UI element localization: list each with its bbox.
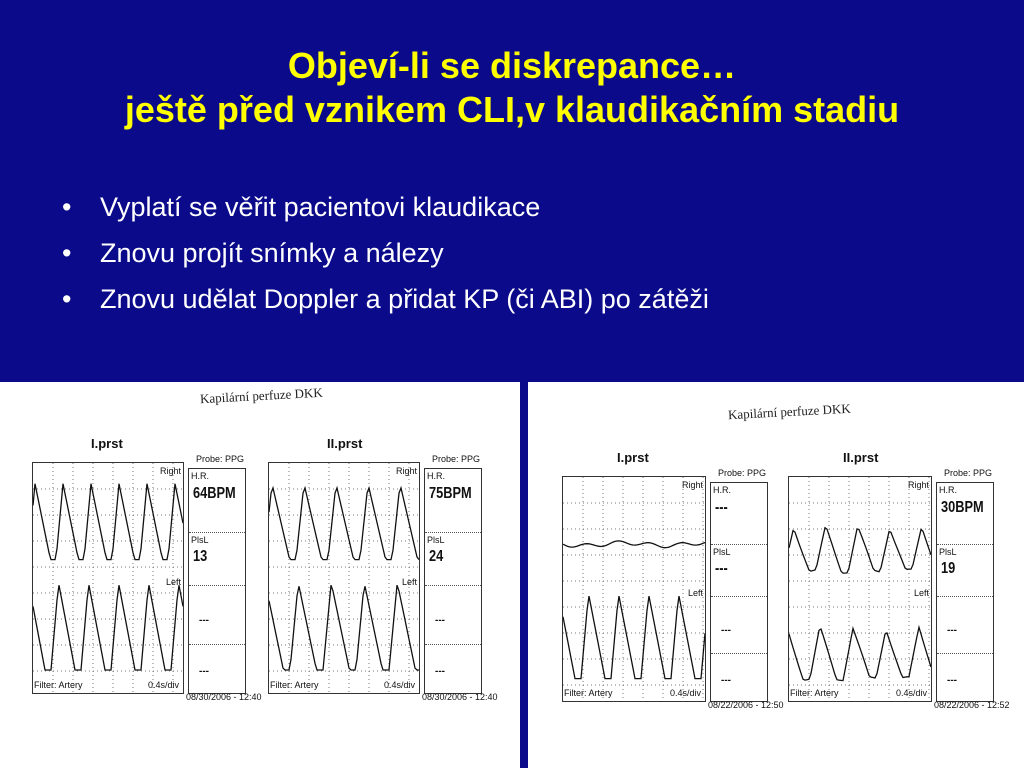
plsl-value: 19 bbox=[941, 560, 956, 578]
info-divider bbox=[937, 596, 993, 597]
dashes: --- bbox=[435, 614, 445, 626]
ppg-trace-svg bbox=[563, 477, 705, 701]
timestamp: 08/22/2006 - 12:50 bbox=[708, 700, 784, 710]
plsl-label: PlsL bbox=[939, 547, 957, 558]
info-divider bbox=[937, 653, 993, 654]
hr-value: 30BPM bbox=[941, 499, 984, 516]
left-label: Left bbox=[914, 588, 930, 598]
ppg-chart bbox=[562, 450, 784, 714]
info-panel bbox=[188, 468, 246, 694]
left-trace bbox=[269, 585, 419, 670]
dashes: --- bbox=[947, 674, 957, 686]
chart-title: I.prst bbox=[91, 436, 123, 451]
dashes: --- bbox=[199, 666, 209, 678]
plsl-value: 13 bbox=[193, 547, 208, 565]
left-figure-caption: Kapilární perfuze DKK bbox=[199, 384, 324, 407]
plsl-label: PlsL bbox=[427, 534, 445, 545]
ppg-chart bbox=[268, 436, 498, 706]
plsl-value: 24 bbox=[429, 547, 444, 565]
title-line-2: ještě před vznikem CLI,v klaudikačním stadiu bbox=[124, 89, 900, 130]
dashes: --- bbox=[947, 624, 957, 636]
plsl-value: --- bbox=[715, 560, 728, 578]
dashes: --- bbox=[721, 674, 731, 686]
info-divider bbox=[189, 532, 245, 533]
probe-label: Probe: PPG bbox=[196, 454, 245, 464]
dashes: --- bbox=[435, 666, 445, 678]
left-label: Left bbox=[402, 577, 418, 587]
filter-label: Filter: Artery bbox=[270, 680, 319, 690]
info-divider bbox=[711, 544, 767, 545]
scale-label: 0.4s/div bbox=[384, 680, 416, 690]
hr-value: --- bbox=[715, 499, 728, 516]
timestamp: 08/22/2006 - 12:52 bbox=[934, 700, 1010, 710]
info-divider bbox=[425, 644, 481, 645]
bullet-list bbox=[62, 188, 709, 326]
right-figure-caption: Kapilární perfuze DKK bbox=[727, 400, 852, 423]
right-trace bbox=[563, 541, 705, 548]
chart-plot bbox=[32, 462, 184, 694]
right-figure bbox=[528, 382, 1024, 768]
slide-title bbox=[0, 44, 1024, 132]
ppg-chart bbox=[788, 450, 1010, 714]
info-divider bbox=[711, 653, 767, 654]
hr-label: H.R. bbox=[427, 471, 445, 481]
info-panel bbox=[936, 482, 994, 702]
info-divider bbox=[937, 544, 993, 545]
left-trace bbox=[789, 627, 931, 680]
probe-label: Probe: PPG bbox=[718, 468, 767, 478]
timestamp: 08/30/2006 - 12:40 bbox=[186, 692, 262, 702]
ppg-chart bbox=[32, 436, 262, 706]
dashes: --- bbox=[721, 624, 731, 636]
plsl-label: PlsL bbox=[191, 534, 209, 545]
bullet-item bbox=[62, 280, 709, 326]
filter-label: Filter: Artery bbox=[564, 688, 613, 698]
left-label: Left bbox=[688, 588, 704, 598]
scale-label: 0.4s/div bbox=[148, 680, 180, 690]
info-divider bbox=[425, 585, 481, 586]
probe-label: Probe: PPG bbox=[432, 454, 481, 464]
chart-title: II.prst bbox=[843, 450, 879, 465]
left-figure bbox=[0, 382, 520, 768]
info-panel bbox=[710, 482, 768, 702]
plsl-label: PlsL bbox=[713, 547, 731, 558]
chart-title: II.prst bbox=[327, 436, 363, 451]
right-trace bbox=[269, 488, 419, 560]
chart-plot bbox=[788, 476, 932, 702]
ppg-trace-svg bbox=[789, 477, 931, 701]
info-panel bbox=[424, 468, 482, 694]
hr-label: H.R. bbox=[191, 471, 209, 481]
hr-value: 75BPM bbox=[429, 485, 472, 502]
right-trace bbox=[33, 484, 183, 560]
info-divider bbox=[711, 596, 767, 597]
chart-plot bbox=[268, 462, 420, 694]
hr-label: H.R. bbox=[939, 485, 957, 495]
info-divider bbox=[189, 585, 245, 586]
bullet-text: Znovu udělat Doppler a přidat KP (či ABI) po zátěži bbox=[100, 284, 709, 314]
filter-label: Filter: Artery bbox=[34, 680, 83, 690]
timestamp: 08/30/2006 - 12:40 bbox=[422, 692, 498, 702]
bullet-item bbox=[62, 188, 709, 234]
chart-title: I.prst bbox=[617, 450, 649, 465]
ppg-trace-svg bbox=[269, 463, 419, 693]
ppg-trace-svg bbox=[33, 463, 183, 693]
right-label: Right bbox=[682, 480, 704, 490]
right-label: Right bbox=[908, 480, 930, 490]
left-label: Left bbox=[166, 577, 182, 587]
bullet-dot: • bbox=[62, 192, 72, 222]
left-trace bbox=[563, 596, 705, 679]
filter-label: Filter: Artery bbox=[790, 688, 839, 698]
right-trace bbox=[789, 528, 931, 573]
bullet-dot: • bbox=[62, 284, 72, 314]
right-label: Right bbox=[160, 466, 182, 476]
bullet-text: Vyplatí se věřit pacientovi klaudikace bbox=[100, 192, 541, 222]
right-label: Right bbox=[396, 466, 418, 476]
hr-value: 64BPM bbox=[193, 485, 236, 502]
probe-label: Probe: PPG bbox=[944, 468, 993, 478]
title-line-1: Objeví-li se diskrepance… bbox=[287, 45, 737, 86]
scale-label: 0.4s/div bbox=[896, 688, 928, 698]
info-divider bbox=[189, 644, 245, 645]
bullet-text: Znovu projít snímky a nálezy bbox=[100, 238, 444, 268]
bullet-item bbox=[62, 234, 709, 280]
hr-label: H.R. bbox=[713, 485, 731, 495]
chart-plot bbox=[562, 476, 706, 702]
bullet-dot: • bbox=[62, 238, 72, 268]
scale-label: 0.4s/div bbox=[670, 688, 702, 698]
info-divider bbox=[425, 532, 481, 533]
dashes: --- bbox=[199, 614, 209, 626]
left-trace bbox=[33, 585, 183, 670]
